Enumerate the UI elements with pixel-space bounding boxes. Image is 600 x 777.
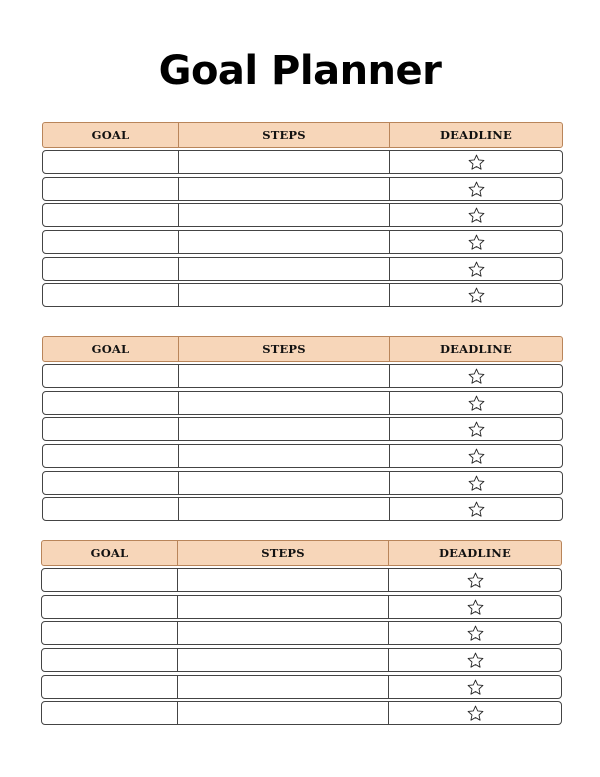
goal-cell[interactable] [42,702,178,724]
steps-cell[interactable] [179,418,390,440]
star-icon [467,206,486,225]
steps-cell[interactable] [179,498,390,520]
steps-cell[interactable] [178,702,389,724]
table-row [41,621,562,645]
deadline-cell[interactable] [389,649,561,671]
steps-cell[interactable] [178,622,389,644]
steps-cell[interactable] [179,231,390,253]
steps-column-header: STEPS [179,123,390,147]
goal-cell[interactable] [43,392,179,414]
table-row [42,150,563,174]
goal-cell[interactable] [43,365,179,387]
page-title: Goal Planner [158,48,442,94]
table-row [42,203,563,227]
steps-cell[interactable] [178,596,389,618]
table-row [42,283,563,307]
steps-cell[interactable] [178,676,389,698]
deadline-cell[interactable] [389,596,561,618]
table-row [42,364,563,388]
goal-column-header: GOAL [43,123,179,147]
star-icon [467,420,486,439]
table-row [41,595,562,619]
star-icon [466,598,485,617]
star-icon [466,651,485,670]
goal-cell[interactable] [43,231,179,253]
goal-cell[interactable] [43,445,179,467]
goal-table [42,122,563,312]
goal-cell[interactable] [43,151,179,173]
goal-cell[interactable] [43,258,179,280]
deadline-cell[interactable] [389,676,561,698]
goal-cell[interactable] [43,178,179,200]
table-header [42,122,563,148]
goal-cell[interactable] [42,649,178,671]
goal-table [42,336,563,526]
deadline-column-header: DEADLINE [440,128,512,142]
steps-cell[interactable] [179,445,390,467]
table-row [41,675,562,699]
table-row [42,177,563,201]
deadline-cell[interactable] [390,498,562,520]
table-row [42,444,563,468]
deadline-cell[interactable] [390,472,562,494]
goal-cell[interactable] [42,622,178,644]
deadline-cell[interactable] [389,569,561,591]
goal-column-header: GOAL [42,541,178,565]
table-row [42,391,563,415]
steps-cell[interactable] [179,392,390,414]
goal-cell[interactable] [43,204,179,226]
goal-table [41,540,562,730]
goal-cell[interactable] [43,418,179,440]
steps-column-header: STEPS [179,337,390,361]
star-icon [467,233,486,252]
deadline-cell[interactable] [390,151,562,173]
goal-cell[interactable] [43,284,179,306]
steps-cell[interactable] [179,284,390,306]
steps-cell[interactable] [178,649,389,671]
star-icon [467,153,486,172]
star-icon [467,394,486,413]
steps-cell[interactable] [179,472,390,494]
star-icon [466,571,485,590]
goal-cell[interactable] [42,676,178,698]
deadline-cell[interactable] [390,258,562,280]
goal-column-header: GOAL [43,337,179,361]
deadline-cell[interactable] [389,622,561,644]
goal-cell[interactable] [42,596,178,618]
steps-cell[interactable] [179,204,390,226]
deadline-cell[interactable] [390,445,562,467]
table-row [42,230,563,254]
deadline-cell[interactable] [389,702,561,724]
deadline-column-header: DEADLINE [439,546,511,560]
table-row [42,497,563,521]
deadline-cell[interactable] [390,178,562,200]
steps-cell[interactable] [179,178,390,200]
table-header [41,540,562,566]
table-row [41,568,562,592]
table-row [42,257,563,281]
star-icon [467,500,486,519]
table-row [42,471,563,495]
goal-cell[interactable] [43,472,179,494]
deadline-cell[interactable] [390,365,562,387]
deadline-cell[interactable] [390,392,562,414]
steps-cell[interactable] [179,365,390,387]
steps-cell[interactable] [179,258,390,280]
goal-cell[interactable] [42,569,178,591]
steps-column-header: STEPS [178,541,389,565]
star-icon [466,678,485,697]
star-icon [467,447,486,466]
steps-cell[interactable] [179,151,390,173]
star-icon [467,180,486,199]
star-icon [466,624,485,643]
deadline-cell[interactable] [390,418,562,440]
goal-cell[interactable] [43,498,179,520]
star-icon [467,286,486,305]
table-row [42,417,563,441]
star-icon [467,367,486,386]
star-icon [467,260,486,279]
table-row [41,648,562,672]
star-icon [467,474,486,493]
table-row [41,701,562,725]
deadline-cell[interactable] [390,284,562,306]
deadline-cell[interactable] [390,231,562,253]
steps-cell[interactable] [178,569,389,591]
deadline-cell[interactable] [390,204,562,226]
deadline-column-header: DEADLINE [440,342,512,356]
table-header [42,336,563,362]
star-icon [466,704,485,723]
